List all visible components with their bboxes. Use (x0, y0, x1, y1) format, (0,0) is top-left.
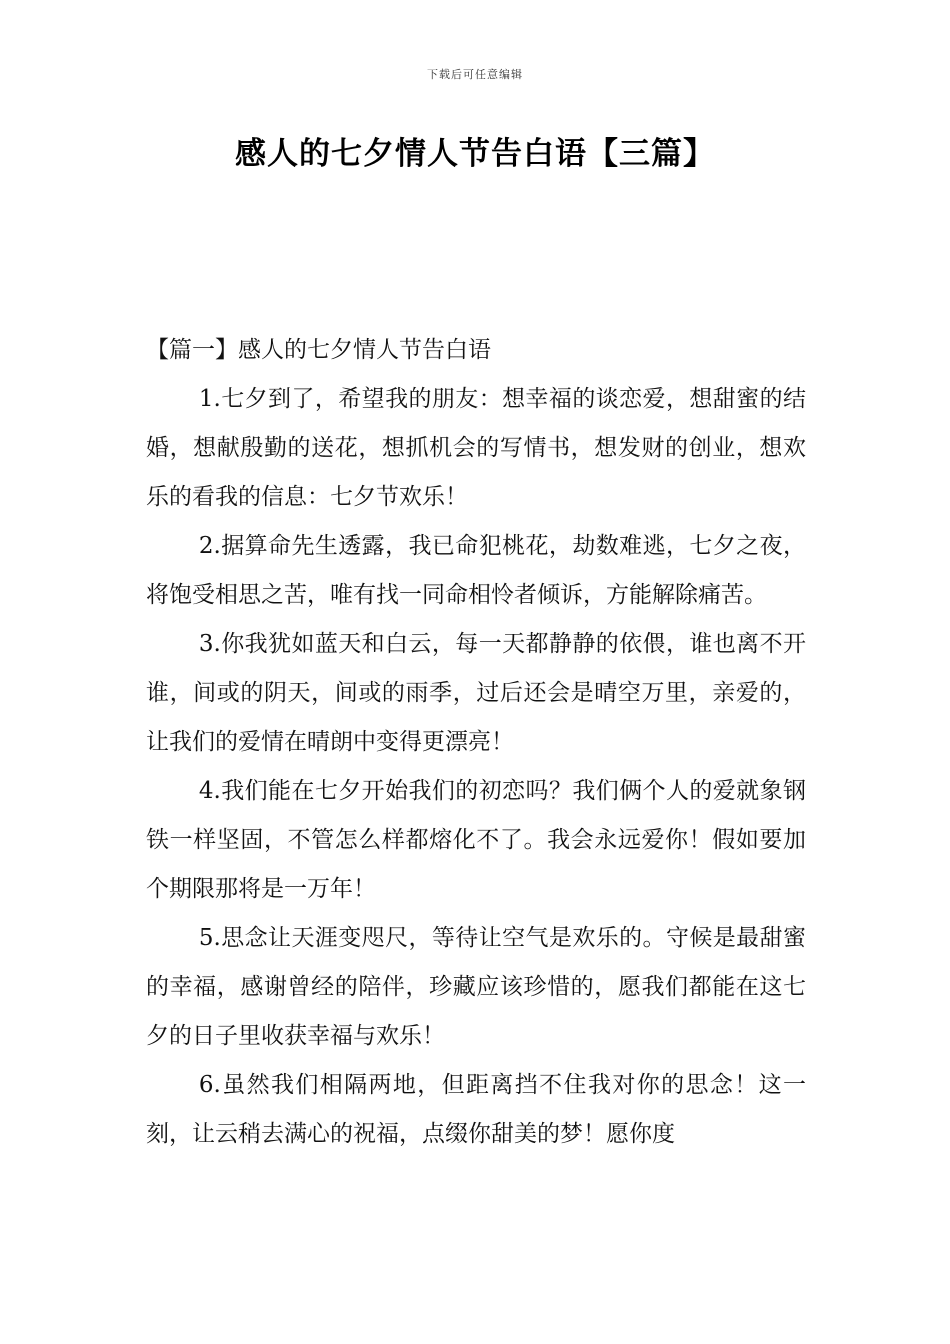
paragraph-2: 2.据算命先生透露，我已命犯桃花，劫数难逃，七夕之夜，将饱受相思之苦，唯有找一同命相怜者倾诉，方能解除痛苦。 (146, 533, 806, 608)
paragraph-6: 6.虽然我们相隔两地，但距离挡不住我对你的思念！这一刻，让云稍去满心的祝福，点缀你甜美的梦！愿你度 (146, 1072, 806, 1147)
paragraph-3: 3.你我犹如蓝天和白云，每一天都静静的依偎，谁也离不开谁，间或的阴天，间或的雨季，过后还会是晴空万里，亲爱的，让我们的爱情在晴朗中变得更漂亮！ (146, 631, 806, 755)
paragraph-1: 1.七夕到了，希望我的朋友：想幸福的谈恋爱，想甜蜜的结婚，想献殷勤的送花，想抓机会的写情书，想发财的创业，想欢乐的看我的信息：七夕节欢乐！ (146, 386, 806, 510)
document-body (146, 326, 806, 1159)
header-note: 下载后可任意编辑 (427, 68, 523, 81)
section-heading: 【篇一】感人的七夕情人节告白语 (146, 337, 491, 363)
paragraph-4: 4.我们能在七夕开始我们的初恋吗？我们俩个人的爱就象钢铁一样坚固，不管怎么样都熔化不了。我会永远爱你！假如要加个期限那将是一万年！ (146, 778, 806, 902)
paragraph-5: 5.思念让天涯变咫尺，等待让空气是欢乐的。守候是最甜蜜的幸福，感谢曾经的陪伴，珍藏应该珍惜的，愿我们都能在这七夕的日子里收获幸福与欢乐！ (146, 925, 806, 1049)
document-title: 感人的七夕情人节告白语【三篇】 (235, 136, 715, 172)
